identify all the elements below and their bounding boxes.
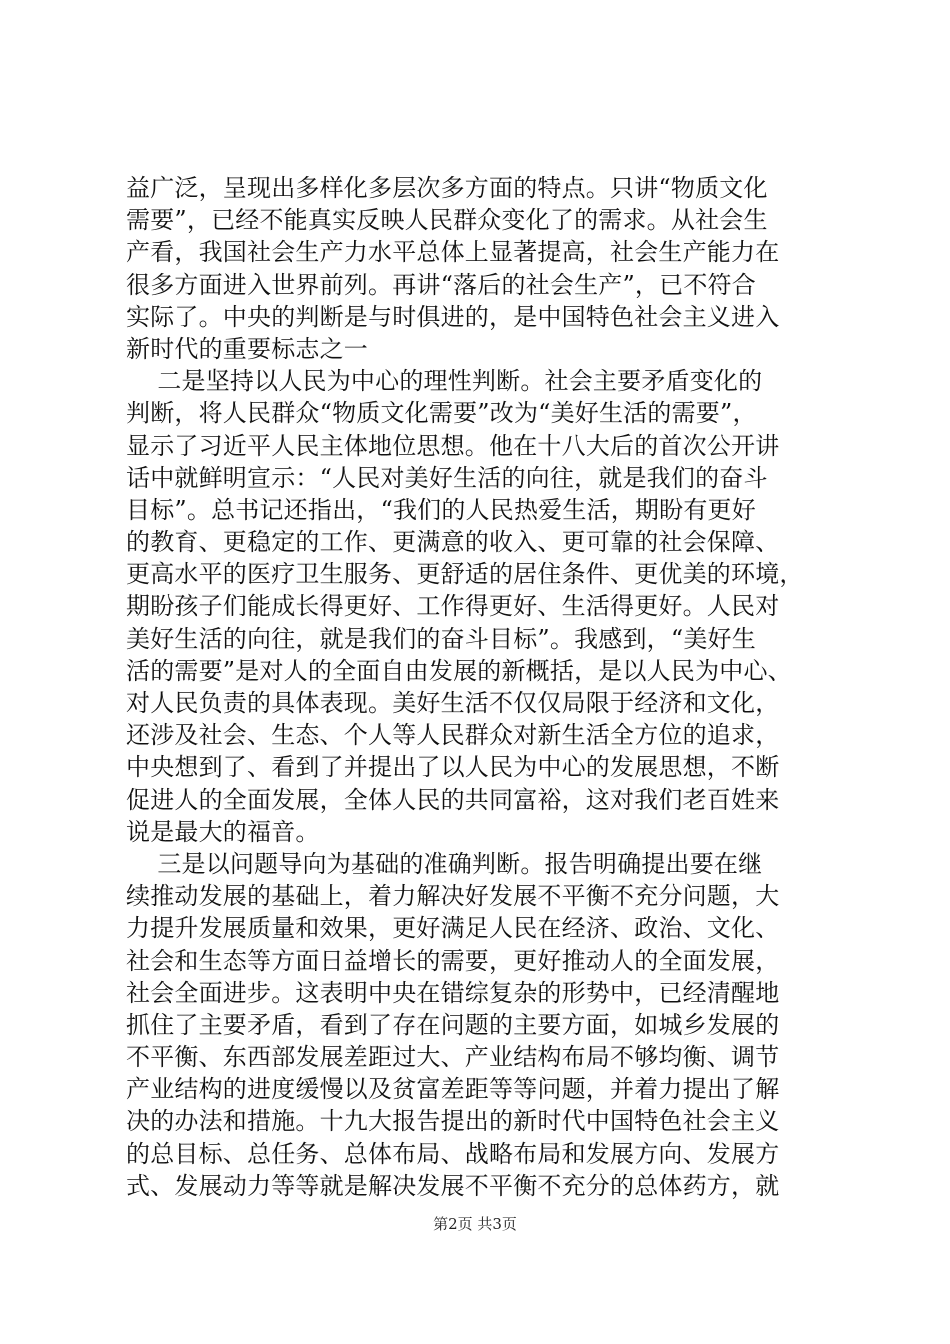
text-line: 的教育、更稳定的工作、更满意的收入、更可靠的社会保障、	[126, 528, 780, 557]
text-line: 中央想到了、看到了并提出了以人民为中心的发展思想，不断	[126, 753, 780, 782]
text-line: 续推动发展的基础上，着力解决好发展不平衡不充分问题，大	[126, 882, 780, 911]
text-line: 美好生活的向往，就是我们的奋斗目标”。我感到，“美好生	[126, 624, 756, 653]
text-line: 更高水平的医疗卫生服务、更舒适的居住条件、更优美的环境，	[126, 560, 804, 589]
text-line: 的总目标、总任务、总体布局、战略布局和发展方向、发展方	[126, 1139, 780, 1168]
text-line: 抓住了主要矛盾，看到了存在问题的主要方面，如城乡发展的	[126, 1010, 780, 1039]
text-line: 产业结构的进度缓慢以及贫富差距等等问题，并着力提出了解	[126, 1075, 780, 1104]
text-line: 需要”，已经不能真实反映人民群众变化了的需求。从社会生	[126, 206, 768, 235]
text-line: 新时代的重要标志之一	[126, 334, 368, 363]
text-line: 目标”。总书记还指出，“我们的人民热爱生活，期盼有更好	[126, 495, 756, 524]
text-line: 三是以问题导向为基础的准确判断。报告明确提出要在继	[126, 849, 763, 878]
text-line: 对人民负责的具体表现。美好生活不仅仅局限于经济和文化，	[126, 689, 780, 717]
text-line: 还涉及社会、生态、个人等人民群众对新生活全方位的追求，	[126, 721, 780, 750]
text-line: 显示了习近平人民主体地位思想。他在十八大后的首次公开讲	[126, 431, 780, 460]
text-line: 式、发展动力等等就是解决发展不平衡不充分的总体药方，就	[126, 1171, 780, 1200]
text-line: 产看，我国社会生产力水平总体上显著提高，社会生产能力在	[126, 238, 780, 267]
text-line: 判断，将人民群众“物质文化需要”改为“美好生活的需要”，	[126, 399, 757, 428]
text-line: 实际了。中央的判断是与时俱进的，是中国特色社会主义进入	[126, 302, 780, 331]
text-line: 社会全面进步。这表明中央在错综复杂的形势中，已经清醒地	[126, 978, 780, 1007]
text-line: 话中就鲜明宣示：“人民对美好生活的向往，就是我们的奋斗	[126, 463, 768, 492]
text-line: 力提升发展质量和效果，更好满足人民在经济、政治、文化、	[126, 914, 780, 943]
page-footer	[0, 1213, 950, 1234]
text-line: 活的需要”是对人的全面自由发展的新概括，是以人民为中心、	[126, 656, 792, 685]
text-line: 二是坚持以人民为中心的理性判断。社会主要矛盾变化的	[126, 367, 763, 396]
text-line: 说是最大的福音。	[126, 817, 320, 846]
text-line: 益广泛，呈现出多样化多层次多方面的特点。只讲“物质文化	[126, 174, 768, 202]
text-line: 很多方面进入世界前列。再讲“落后的社会生产”，已不符合	[126, 270, 756, 299]
text-line: 不平衡、东西部发展差距过大、产业结构布局不够均衡、调节	[126, 1043, 780, 1072]
body-text	[126, 172, 826, 1202]
text-line: 促进人的全面发展，全体人民的共同富裕，这对我们老百姓来	[126, 785, 780, 814]
text-line: 社会和生态等方面日益增长的需要，更好推动人的全面发展，	[126, 946, 780, 975]
text-line: 决的办法和措施。十九大报告提出的新时代中国特色社会主义	[126, 1107, 780, 1136]
text-line: 期盼孩子们能成长得更好、工作得更好、生活得更好。人民对	[126, 592, 780, 621]
page-number-label: 第2页 共3页	[433, 1215, 517, 1233]
